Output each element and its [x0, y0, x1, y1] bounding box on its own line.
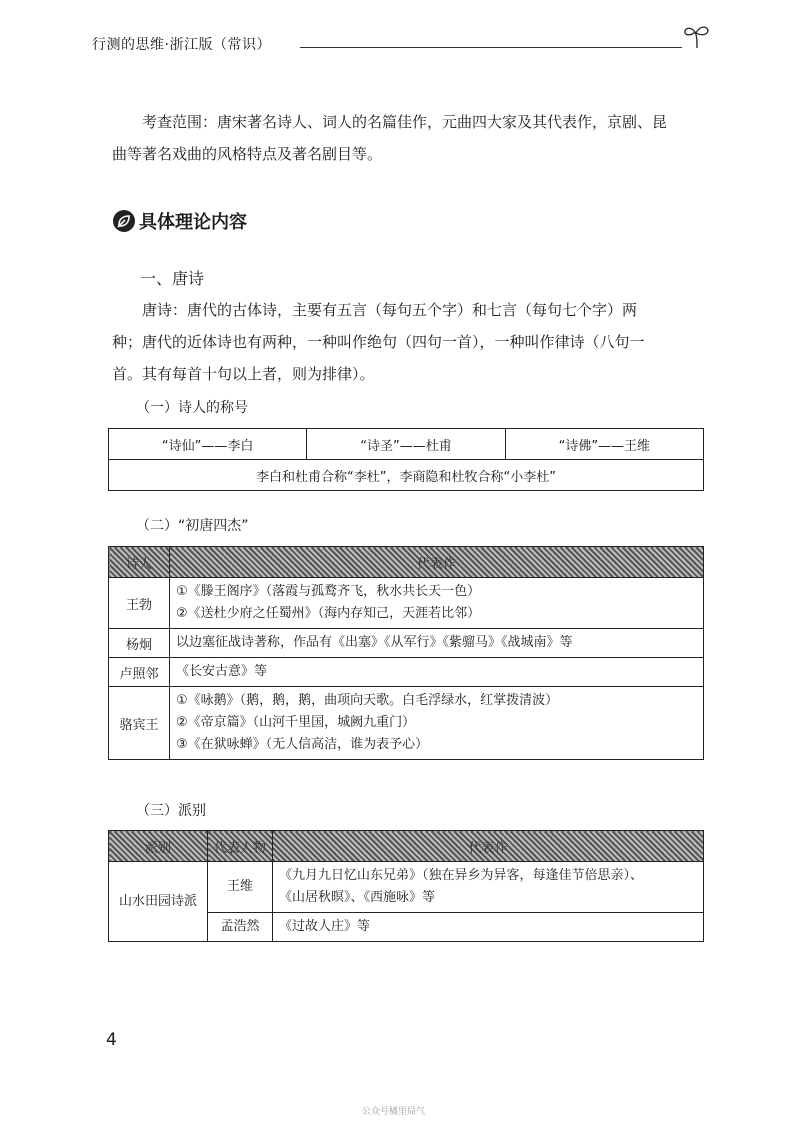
intro-line-1: 考查范围：唐宋著名诗人、词人的名篇佳作，元曲四大家及其代表作，京剧、昆 [142, 113, 668, 131]
intro-paragraph [112, 106, 704, 170]
table-row [109, 429, 704, 460]
poet-name: 卢照邻 [109, 658, 170, 687]
works-cell [170, 629, 704, 658]
schools-table [108, 830, 704, 942]
poet-titles-label: （一）诗人的称号 [136, 400, 248, 416]
column-header-school: 派别 [109, 831, 208, 862]
works-line: 《山居秋暝》、《西施咏》等 [279, 890, 436, 905]
works-cell [273, 862, 704, 913]
works-line: ①《咏鹅》（鹅，鹅，鹅，曲项向天歌。白毛浮绿水，红掌拨清波） [176, 693, 559, 708]
works-line: ①《滕王阁序》（落霞与孤鹜齐飞，秋水共长天一色） [176, 584, 481, 599]
schools-label: （三）派别 [136, 803, 206, 819]
school-name: 山水田园诗派 [109, 862, 208, 942]
tang-line-3: 首。其有每首十句以上者，则为排律）。 [112, 365, 375, 383]
table-row [109, 460, 704, 491]
title-cell-wangwei: “诗佛”——王维 [505, 429, 703, 460]
works-line: 以边塞征战诗著称，作品有《出塞》《从军行》《紫骝马》《战城南》等 [176, 635, 573, 650]
works-cell [273, 913, 704, 942]
poet-name: 王勃 [109, 578, 170, 629]
column-header-representative: 代表人物 [208, 831, 273, 862]
watermark: 公众号橘里局气 [362, 1107, 426, 1117]
running-header-title: 行测的思维·浙江版（常识） [92, 37, 271, 53]
table-row [109, 862, 704, 913]
section-heading [113, 208, 247, 234]
works-cell [170, 687, 704, 760]
poet-name: 骆宾王 [109, 687, 170, 760]
leaf-bullet-icon [113, 210, 135, 232]
poet-name: 杨炯 [109, 629, 170, 658]
table-header-row [109, 547, 704, 578]
title-cell-libai: “诗仙”——李白 [109, 429, 307, 460]
table-row [109, 658, 704, 687]
tang-line-2: 种；唐代的近体诗也有两种，一种叫作绝句（四句一首），一种叫作律诗（八句一 [112, 333, 645, 351]
table-row [109, 687, 704, 760]
table-header-row [109, 831, 704, 862]
works-line: 《长安古意》等 [176, 664, 268, 679]
works-line: 《过故人庄》等 [279, 919, 371, 934]
sprout-icon [682, 22, 712, 50]
intro-line-2: 曲等著名戏曲的风格特点及著名剧目等。 [112, 145, 383, 163]
works-line: ②《送杜少府之任蜀州》（海内存知己，天涯若比邻） [176, 606, 481, 621]
table-row [109, 629, 704, 658]
tang-poetry-paragraph [112, 294, 704, 390]
four-masters-table [108, 546, 704, 760]
works-cell [170, 658, 704, 687]
four-masters-label: （二）“初唐四杰” [136, 518, 249, 534]
page-number: 4 [106, 1030, 117, 1050]
works-line: 《九月九日忆山东兄弟》（独在异乡为异客，每逢佳节倍思亲）、 [279, 868, 644, 883]
subsection-title: 一、唐诗 [140, 269, 205, 288]
tang-line-1: 唐诗：唐代的古体诗，主要有五言（每句五个字）和七言（每句七个字）两 [142, 301, 638, 319]
column-header-poet: 诗人 [109, 547, 170, 578]
section-title: 具体理论内容 [139, 212, 247, 233]
works-line: ③《在狱咏蝉》（无人信高洁，谁为表予心） [176, 737, 429, 752]
poet-titles-table [108, 428, 704, 491]
poet-name: 孟浩然 [208, 913, 273, 942]
works-line: ②《帝京篇》（山河千里国，城阙九重门） [176, 715, 416, 730]
poet-name: 王维 [208, 862, 273, 913]
titles-note-cell: 李白和杜甫合称“李杜”，李商隐和杜牧合称“小李杜” [109, 460, 704, 491]
header-rule [300, 47, 682, 48]
column-header-works: 代表作 [273, 831, 704, 862]
title-cell-dufu: “诗圣”——杜甫 [307, 429, 505, 460]
column-header-works: 代表作 [170, 547, 704, 578]
works-cell [170, 578, 704, 629]
table-row [109, 578, 704, 629]
